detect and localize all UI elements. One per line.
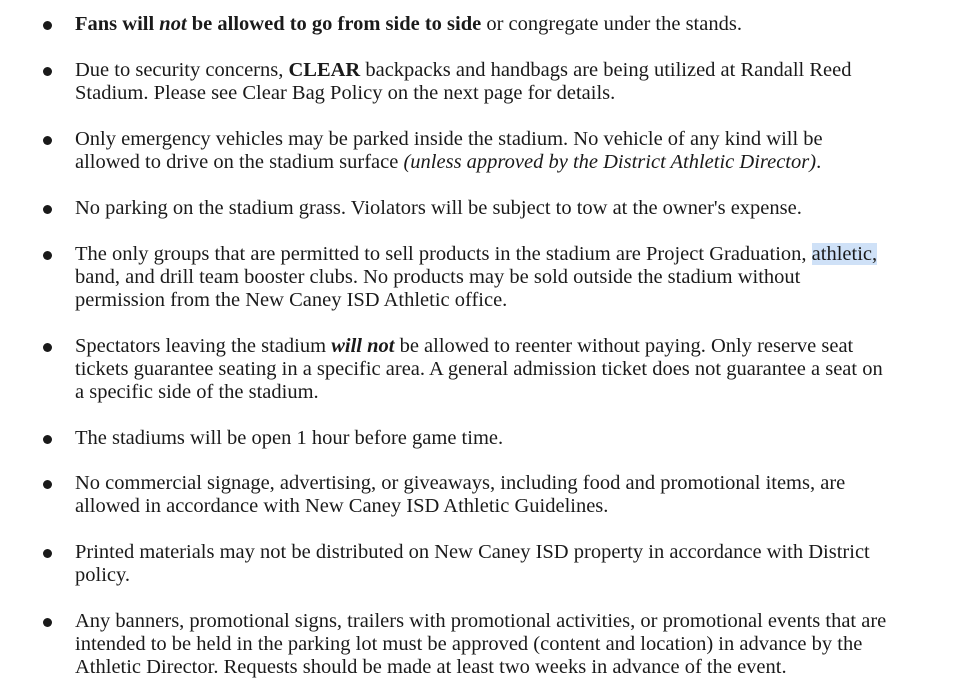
list-item-line: Printed materials may not be distributed on New Caney ISD property in accordance with District	[75, 541, 870, 563]
list-item-line: Athletic Director. Requests should be made at least two weeks in advance of the event.	[75, 656, 787, 678]
list-item-line: No parking on the stadium grass. Violators will be subject to tow at the owner's expense.	[75, 197, 802, 219]
list-item-line: policy.	[75, 564, 131, 586]
list-item	[75, 59, 945, 105]
list-item-line: allowed in accordance with New Caney ISD Athletic Guidelines.	[75, 495, 609, 517]
bullet-icon	[43, 67, 52, 76]
list-item-line: Any banners, promotional signs, trailers with promotional activities, or promotional events that are	[75, 610, 887, 632]
list-item-line: The only groups that are permitted to sell products in the stadium are Project Graduation, athletic,	[75, 243, 878, 265]
bold-italic-text: will not	[331, 335, 395, 357]
bullet-icon	[43, 205, 52, 214]
list-item	[75, 335, 945, 404]
italic-text: (unless approved by the District Athletic Director)	[403, 151, 817, 173]
bullet-icon	[43, 549, 52, 558]
regular-text: or congregate under the stands.	[481, 13, 742, 35]
bullet-icon	[43, 251, 52, 260]
list-item	[75, 472, 945, 518]
bold-text: CLEAR	[288, 59, 361, 81]
list-item-line: a specific side of the stadium.	[75, 381, 319, 403]
bullet-icon	[43, 480, 52, 489]
bullet-icon	[43, 343, 52, 352]
list-item-line: No commercial signage, advertising, or giveaways, including food and promotional items, are	[75, 472, 846, 494]
bullet-icon	[43, 136, 52, 145]
bold-text: be allowed to go from side to side	[186, 13, 482, 35]
bullet-icon	[43, 21, 52, 30]
list-item	[75, 128, 945, 174]
list-item-line: Stadium. Please see Clear Bag Policy on the next page for details.	[75, 82, 616, 104]
list-item-line: allowed to drive on the stadium surface (unless approved by the District Athletic Director).	[75, 151, 822, 173]
bold-italic-text: not	[159, 13, 187, 35]
list-item-line: The stadiums will be open 1 hour before game time.	[75, 427, 504, 449]
list-item-line: band, and drill team booster clubs. No products may be sold outside the stadium without	[75, 266, 801, 288]
selected-text-highlight[interactable]: athletic,	[811, 243, 878, 265]
list-item-line: Spectators leaving the stadium will not be allowed to reenter without paying. Only reserve seat	[75, 335, 854, 357]
list-item	[75, 541, 945, 587]
list-item	[75, 610, 945, 679]
list-item-line	[75, 13, 945, 36]
list-item-line: Only emergency vehicles may be parked inside the stadium. No vehicle of any kind will be	[75, 128, 823, 150]
list-item-line: permission from the New Caney ISD Athletic office.	[75, 289, 508, 311]
list-item-line: tickets guarantee seating in a specific area. A general admission ticket does not guarantee a seat on	[75, 358, 883, 380]
bullet-icon	[43, 435, 52, 444]
list-item-line: Due to security concerns, CLEAR backpacks and handbags are being utilized at Randall Reed	[75, 59, 852, 81]
list-item	[75, 13, 945, 36]
list-item	[75, 243, 945, 312]
bold-text: Fans will	[75, 13, 160, 35]
list-item-line: intended to be held in the parking lot must be approved (content and location) in advance by the	[75, 633, 863, 655]
list-item	[75, 197, 945, 220]
list-item	[75, 427, 945, 450]
bullet-icon	[43, 618, 52, 627]
